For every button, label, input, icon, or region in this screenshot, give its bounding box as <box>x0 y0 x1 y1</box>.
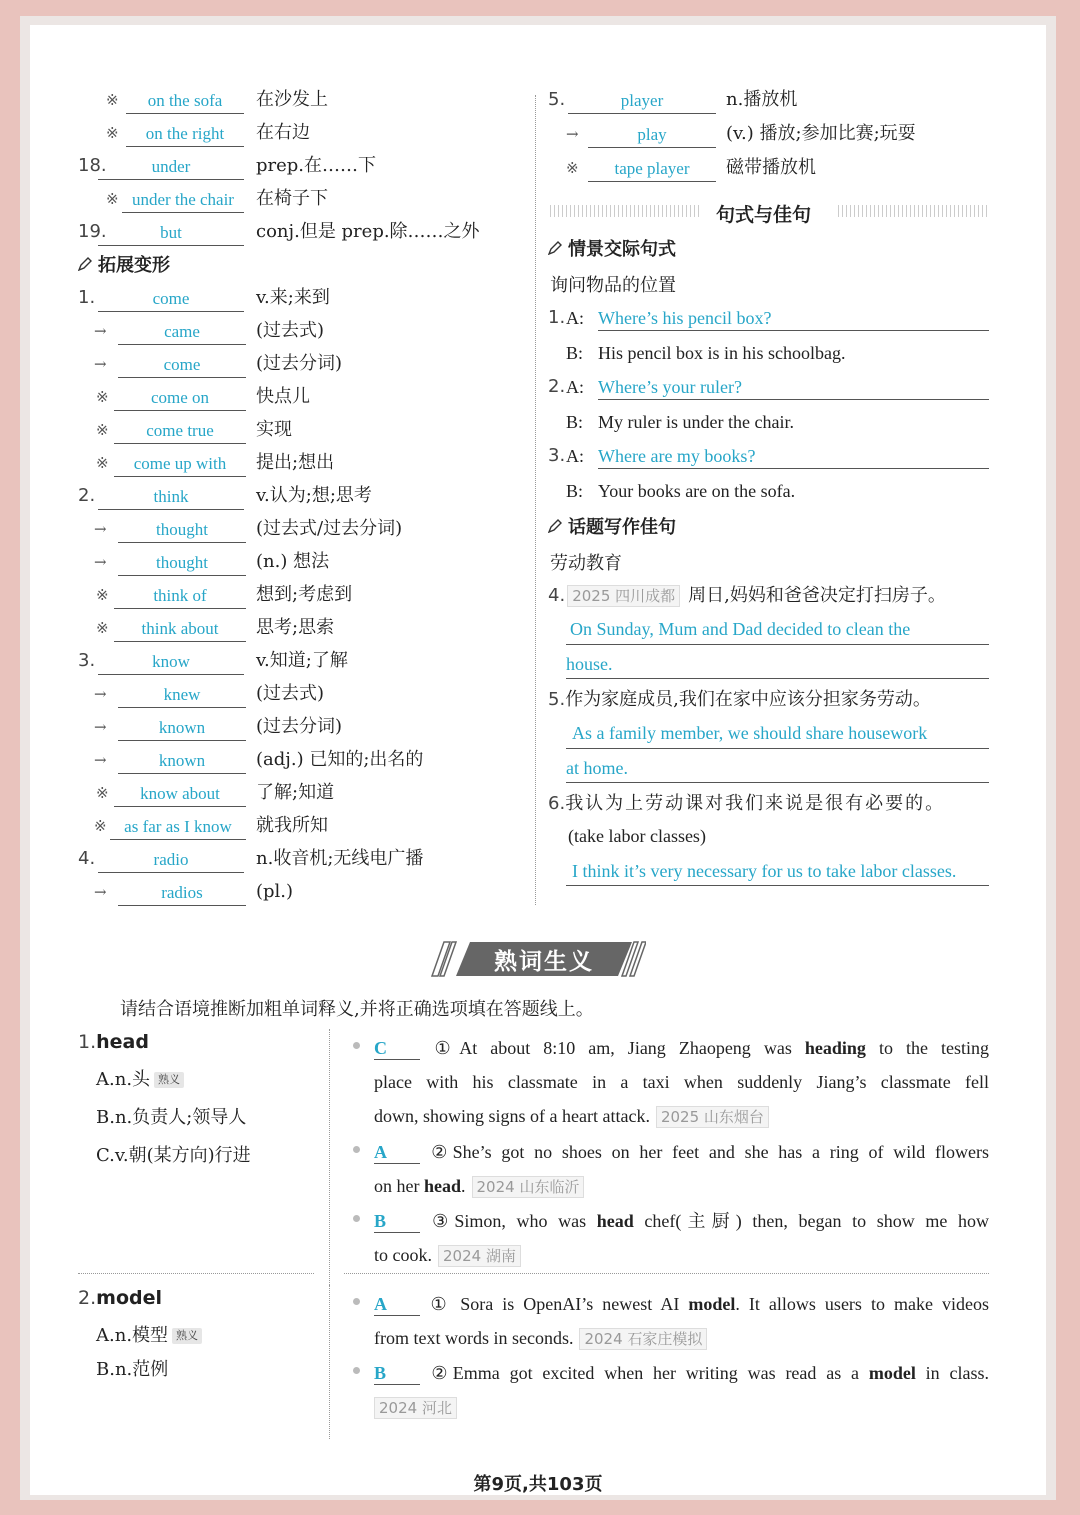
answer-blank[interactable]: under <box>98 156 244 180</box>
meaning: 思考;思索 <box>256 617 335 638</box>
option-text: A.n.模型 <box>96 1325 169 1346</box>
pencil-icon <box>548 241 562 255</box>
option <box>96 1103 246 1129</box>
option <box>96 1065 184 1091</box>
dialog-number: 2. <box>548 376 566 397</box>
speaker-b: B: <box>566 343 584 363</box>
speaker-b: B: <box>566 481 584 501</box>
answer-blank[interactable]: think about <box>114 618 246 642</box>
sentence-line <box>374 1287 989 1321</box>
meaning: 在沙发上 <box>256 89 328 110</box>
meaning: n.收音机;无线电广播 <box>256 848 424 869</box>
q4-answer-line1[interactable]: On Sunday, Mum and Dad decided to clean the <box>570 619 911 639</box>
answer-blank[interactable]: come <box>98 288 244 312</box>
block-separator <box>344 1273 989 1274</box>
item-number: 2. <box>78 1287 97 1309</box>
answer-blank[interactable]: on the right <box>126 123 244 147</box>
sentence-line <box>374 1135 989 1169</box>
dialog-answer[interactable]: Where are my books? <box>598 446 756 466</box>
vocab-row <box>78 778 508 808</box>
circled-marker: ① <box>426 1294 452 1314</box>
dialog-answer[interactable]: Where’s his pencil box? <box>598 308 772 328</box>
answer-blank[interactable]: known <box>118 750 246 774</box>
prefix-symbol: ※ <box>96 421 109 439</box>
meaning: (过去分词) <box>256 353 343 374</box>
vocab-row <box>78 877 508 907</box>
sentence <box>374 1356 989 1424</box>
dialog-reply: Your books are on the sofa. <box>598 481 796 501</box>
answer-blank[interactable]: C <box>374 1037 420 1060</box>
vocab-row <box>78 415 508 445</box>
prefix-symbol: ※ <box>106 91 119 109</box>
meaning: 在右边 <box>256 122 310 143</box>
prefix-symbol: → <box>94 751 107 769</box>
section-deco-left <box>550 205 700 217</box>
writing-q5: 5.作为家庭成员,我们在家中应该分担家务劳动。 <box>548 689 931 710</box>
answer-blank[interactable]: as far as I know <box>110 816 246 840</box>
section-deco-right <box>838 205 988 217</box>
sentence <box>374 1135 989 1203</box>
circled-marker: ② <box>426 1142 453 1162</box>
meaning: 提出;想出 <box>256 452 335 473</box>
target-word <box>78 1287 162 1309</box>
vocab-row <box>78 283 508 313</box>
answer-blank[interactable]: thought <box>118 552 246 576</box>
sentence-text: Emma got excited when her writing was read as a <box>452 1363 869 1383</box>
dialog-reply: His pencil box is in his schoolbag. <box>598 343 846 363</box>
meaning: (过去分词) <box>256 716 343 737</box>
dialog-answer[interactable]: Where’s your ruler? <box>598 377 742 397</box>
sentence-text: At about 8:10 am, Jiang Zhaopeng was <box>459 1038 805 1058</box>
bullet <box>353 1298 360 1305</box>
answer-blank[interactable]: A <box>374 1141 420 1164</box>
section-title: 句式与佳句 <box>716 204 812 226</box>
item-divider <box>329 1029 330 1287</box>
meaning: prep.在……下 <box>256 155 377 176</box>
answer-line <box>566 678 989 679</box>
sentence-text: to cook. <box>374 1245 432 1265</box>
column-divider <box>535 95 536 905</box>
answer-blank[interactable]: play <box>588 124 716 148</box>
vocab-row <box>78 580 508 610</box>
option-text: B.n.负责人;领导人 <box>96 1107 247 1128</box>
option-text: A.n.头 <box>96 1069 151 1090</box>
answer-line <box>598 468 989 469</box>
meaning: (过去式/过去分词) <box>256 518 403 539</box>
vocab-row <box>78 316 508 346</box>
pencil-icon <box>548 519 562 533</box>
writing-q6: 6.我认为上劳动课对我们来说是很有必要的。 <box>548 793 946 814</box>
meaning: 了解;知道 <box>256 782 335 803</box>
meaning: v.知道;了解 <box>256 650 348 671</box>
speaker-b: B: <box>566 412 584 432</box>
prefix-symbol: → <box>94 520 107 538</box>
answer-blank[interactable]: thought <box>118 519 246 543</box>
meaning: (pl.) <box>256 881 294 902</box>
block-separator <box>78 1273 314 1274</box>
answer-blank[interactable]: know about <box>114 783 246 807</box>
answer-blank[interactable]: know <box>98 651 244 675</box>
sense-tag: 熟义 <box>172 1328 202 1344</box>
q6-answer[interactable]: I think it’s very necessary for us to take labor classes. <box>572 861 957 881</box>
answer-blank[interactable]: think of <box>114 585 246 609</box>
answer-line <box>598 399 989 400</box>
familiar-banner <box>426 940 646 978</box>
option <box>96 1321 202 1347</box>
vocab-row <box>78 349 508 379</box>
answer-blank[interactable]: knew <box>118 684 246 708</box>
sentence-line <box>374 1065 989 1099</box>
bullet <box>353 1042 360 1049</box>
answer-blank[interactable]: radio <box>98 849 244 873</box>
sentence-text: . <box>461 1176 466 1196</box>
vocab-row <box>78 118 508 148</box>
prefix-symbol: → <box>94 718 107 736</box>
circled-marker: ③ <box>426 1211 455 1231</box>
sentence-line <box>374 1238 989 1272</box>
source-badge: 2024 河北 <box>374 1397 457 1419</box>
item-number: 2. <box>78 485 96 506</box>
vocab-row <box>78 745 508 775</box>
bold-word: head <box>596 1211 634 1231</box>
sentence-line <box>374 1356 989 1390</box>
answer-blank[interactable]: B <box>374 1210 420 1233</box>
word: head <box>96 1031 149 1053</box>
sentence-text: place with his classmate in a taxi when suddenly Jiang’s classmate fell <box>374 1072 989 1092</box>
sentence <box>374 1287 989 1355</box>
vocab-row <box>78 151 508 181</box>
meaning: (过去式) <box>256 320 325 341</box>
vocab-row <box>78 547 508 577</box>
bold-word: model <box>688 1294 736 1314</box>
vocab-row <box>548 85 988 115</box>
vocab-row <box>78 811 508 841</box>
answer-blank[interactable]: B <box>374 1362 420 1385</box>
prefix-symbol: → <box>94 355 107 373</box>
bullet <box>353 1215 360 1222</box>
sentence-text: to the testing <box>865 1038 989 1058</box>
expand-heading: 拓展变形 <box>78 251 170 277</box>
answer-blank[interactable]: under the chair <box>122 189 244 213</box>
sentence-line <box>374 1099 989 1133</box>
option <box>96 1355 168 1381</box>
page-footer: 第9页,共103页 <box>473 1474 603 1495</box>
prefix-symbol: → <box>566 125 579 143</box>
answer-blank[interactable]: tape player <box>588 158 716 182</box>
answer-blank[interactable]: come true <box>114 420 246 444</box>
pencil-icon <box>78 257 92 271</box>
answer-line <box>566 748 989 749</box>
prefix-symbol: ※ <box>96 784 109 802</box>
sentence-text: Simon, who was <box>454 1211 597 1231</box>
source-badge: 2024 湖南 <box>438 1245 521 1267</box>
prefix-symbol: ※ <box>566 159 579 177</box>
item-divider <box>329 1285 330 1439</box>
prefix-symbol: → <box>94 883 107 901</box>
option <box>96 1141 251 1167</box>
answer-blank[interactable]: A <box>374 1293 420 1316</box>
vocab-row <box>78 184 508 214</box>
option-text: C.v.朝(某方向)行进 <box>96 1145 251 1166</box>
dialog-number: 3. <box>548 445 566 466</box>
source-badge: 2024 山东临沂 <box>472 1176 585 1198</box>
prefix-symbol: ※ <box>106 190 119 208</box>
meaning: 磁带播放机 <box>726 157 816 178</box>
vocab-row <box>78 844 508 874</box>
vocab-row <box>548 153 988 183</box>
prefix-symbol: ※ <box>96 619 109 637</box>
answer-line <box>566 644 989 645</box>
speaker-a: A: <box>566 446 584 466</box>
vocab-row <box>78 613 508 643</box>
source-badge: 2024 石家庄模拟 <box>579 1328 707 1350</box>
sentence-line <box>374 1204 989 1238</box>
meaning: 想到;考虑到 <box>256 584 353 605</box>
circled-marker: ② <box>426 1363 453 1383</box>
topic-labor: 劳动教育 <box>550 553 622 574</box>
meaning: (adj.) 已知的;出名的 <box>256 749 424 770</box>
meaning: conj.但是 prep.除……之外 <box>256 221 480 242</box>
prefix-symbol: ※ <box>106 124 119 142</box>
instruction: 请结合语境推断加粗单词释义,并将正确选项填在答题线上。 <box>120 999 594 1020</box>
answer-blank[interactable]: think <box>98 486 244 510</box>
prefix-symbol: ※ <box>94 817 107 835</box>
word: model <box>96 1287 162 1309</box>
answer-line <box>566 885 989 886</box>
answer-blank[interactable]: known <box>118 717 246 741</box>
source-badge: 2025 四川成都 <box>567 585 680 607</box>
speaker-a: A: <box>566 377 584 397</box>
option-text: B.n.范例 <box>96 1359 169 1380</box>
answer-blank[interactable]: come up with <box>114 453 246 477</box>
answer-blank[interactable]: came <box>118 321 246 345</box>
answer-line <box>598 330 989 331</box>
item-number: 1. <box>78 1031 97 1053</box>
speaker-a: A: <box>566 308 584 328</box>
meaning: (n.) 想法 <box>256 551 330 572</box>
prefix-symbol: ※ <box>96 586 109 604</box>
sentence-line <box>374 1321 989 1355</box>
vocab-row <box>78 217 508 247</box>
prefix-symbol: → <box>94 553 107 571</box>
vocab-row <box>78 646 508 676</box>
meaning: 快点儿 <box>256 386 310 407</box>
sentence <box>374 1031 989 1133</box>
meaning: (v.) 播放;参加比赛;玩耍 <box>726 123 916 144</box>
prefix-symbol: → <box>94 685 107 703</box>
meaning: 在椅子下 <box>256 188 328 209</box>
bullet <box>353 1146 360 1153</box>
meaning: (过去式) <box>256 683 325 704</box>
answer-blank[interactable]: come <box>118 354 246 378</box>
sentence-line <box>374 1031 989 1065</box>
circled-marker: ① <box>426 1038 460 1058</box>
prefix-symbol: → <box>94 322 107 340</box>
vocab-row <box>548 119 988 149</box>
sentence-text: on her <box>374 1176 424 1196</box>
item-number: 3. <box>78 650 96 671</box>
q5-answer-line2[interactable]: at home. <box>566 758 628 778</box>
vocab-row <box>78 85 508 115</box>
item-number: 4. <box>78 848 96 869</box>
writing-q4: 4. 2025 四川成都 周日,妈妈和爸爸决定打扫房子。 <box>548 585 946 606</box>
target-word <box>78 1031 149 1053</box>
q6-hint: (take labor classes) <box>568 826 706 846</box>
item-number: 19. <box>78 221 107 242</box>
q4-answer-line2[interactable]: house. <box>566 654 613 674</box>
vocab-row <box>78 448 508 478</box>
meaning: v.来;来到 <box>256 287 330 308</box>
meaning: 就我所知 <box>256 815 328 836</box>
item-number: 1. <box>78 287 96 308</box>
sense-tag: 熟义 <box>154 1072 184 1088</box>
situational-heading: 情景交际句式 <box>548 235 676 261</box>
answer-blank[interactable]: radios <box>118 882 246 906</box>
sentence-text: from text words in seconds. <box>374 1328 574 1348</box>
meaning: v.认为;想;思考 <box>256 485 372 506</box>
dialog-reply: My ruler is under the chair. <box>598 412 794 432</box>
sentence-line <box>374 1169 989 1203</box>
sentence-line <box>374 1390 989 1424</box>
prefix-symbol: ※ <box>96 454 109 472</box>
answer-blank[interactable]: on the sofa <box>126 90 244 114</box>
answer-line <box>566 782 989 783</box>
bold-word: model <box>868 1363 916 1383</box>
document-page <box>30 25 1046 1495</box>
answer-blank[interactable]: but <box>98 222 244 246</box>
writing-heading: 话题写作佳句 <box>548 513 676 539</box>
source-badge: 2025 山东烟台 <box>656 1106 769 1128</box>
answer-blank[interactable]: come on <box>114 387 246 411</box>
vocab-row <box>78 481 508 511</box>
banner-title: 熟词生义 <box>494 949 594 975</box>
sentence-text: Sora is OpenAI’s newest AI <box>451 1294 689 1314</box>
dialog-number: 1. <box>548 307 566 328</box>
bullet <box>353 1367 360 1374</box>
bold-word: heading <box>804 1038 866 1058</box>
sentence-text: in class. <box>915 1363 989 1383</box>
vocab-row <box>78 712 508 742</box>
vocab-row <box>78 514 508 544</box>
sentence-text: chef(主厨) then, began to show me how <box>633 1211 989 1231</box>
sentence-text: down, showing signs of a heart attack. <box>374 1106 650 1126</box>
prefix-symbol: ※ <box>96 388 109 406</box>
meaning: 实现 <box>256 419 292 440</box>
sentence <box>374 1204 989 1272</box>
sentence-text: . It allows users to make videos <box>735 1294 989 1314</box>
meaning: n.播放机 <box>726 89 798 110</box>
answer-blank[interactable]: player <box>568 90 716 114</box>
q5-answer-line1[interactable]: As a family member, we should share housework <box>572 723 928 743</box>
vocab-row <box>78 382 508 412</box>
sentence-text: She’s got no shoes on her feet and she has a ring of wild flowers <box>452 1142 990 1162</box>
item-number: 18. <box>78 155 107 176</box>
bold-word: head <box>423 1176 461 1196</box>
topic-location: 询问物品的位置 <box>550 275 676 296</box>
item-number: 5. <box>548 89 566 110</box>
vocab-row <box>78 679 508 709</box>
